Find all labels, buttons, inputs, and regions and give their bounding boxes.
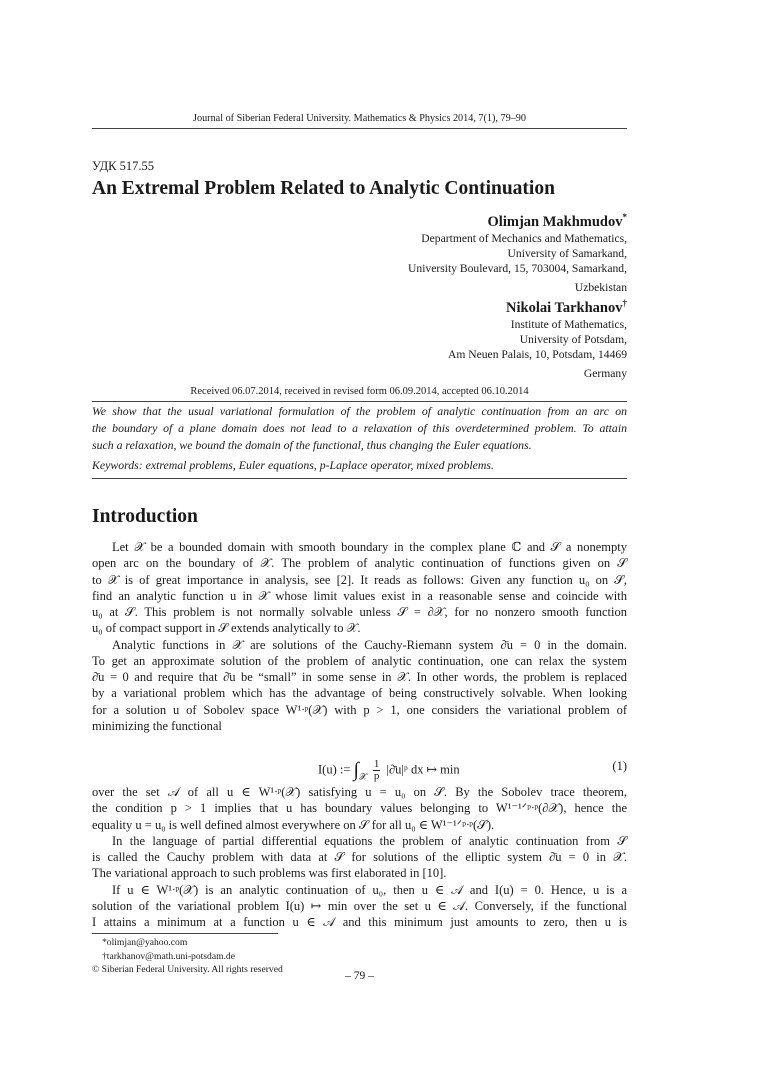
equation-body <box>318 759 460 782</box>
text-line: u₀ at 𝒮. This problem is not normally solvable unless 𝒮 = ∂𝒳, for no nonzero smooth function <box>92 605 627 619</box>
text-line: The variational approach to such problems was first elaborated in [10]. <box>92 866 447 881</box>
text-line: by a variational problem which has the advantage of being constructively solvable. When looking <box>92 686 627 701</box>
text-line: Let 𝒳 be a bounded domain with smooth boundary in the complex plane ℂ and 𝒮 a nonempty <box>112 540 627 554</box>
body-text-2 <box>92 784 627 930</box>
footnote-email-1: *olimjan@yahoo.com <box>102 937 188 948</box>
body-text-1 <box>92 539 627 734</box>
page-number: – 79 – <box>345 970 374 982</box>
abstract-line: We show that the usual variational formulation of the problem of analytic continuation from an arc on <box>92 404 627 418</box>
text-line: open arc on the boundary of 𝒳. The problem of analytic continuation of functions given on 𝒮 <box>92 556 627 571</box>
text-line: I attains a minimum at a function u ∈ 𝒜 and this minimum just amounts to zero, then u is <box>92 915 627 929</box>
footnote-rule <box>92 933 278 934</box>
footnote-mark: * <box>622 212 627 222</box>
keywords: Keywords: extremal problems, Euler equations, p-Laplace operator, mixed problems. <box>92 458 494 472</box>
equation-rhs: |∂̄u|ᵖ dx ↦ min <box>386 762 460 777</box>
affiliation-line: Department of Mechanics and Mathematics, <box>421 231 627 245</box>
fraction <box>373 759 381 782</box>
abstract-line: such a relaxation, we bound the domain of the functional, thus changing the Euler equations. <box>92 438 532 452</box>
text-line: equality u = u₀ is well defined almost everywhere on 𝒮 for all u₀ ∈ W¹⁻¹ᐟᵖᐧᵖ(𝒮). <box>92 817 495 832</box>
denominator: p <box>373 770 380 782</box>
text-line: minimizing the functional <box>92 718 222 733</box>
affiliation-line: University of Potsdam, <box>519 332 627 346</box>
text-line: to 𝒳 is of great importance in analysis, see [2]. It reads as follows: Given any function u₀ on 𝒮, <box>92 572 627 587</box>
author-name-text: Olimjan Makhmudov <box>487 213 623 230</box>
affiliation-line: University of Samarkand, <box>507 246 627 260</box>
running-header: Journal of Siberian Federal University. Mathematics & Physics 2014, 7(1), 79–90 <box>193 113 526 124</box>
text-line: In the language of partial differential equations the problem of analytic continuation from 𝒮 <box>112 833 627 848</box>
text-line: find an analytic function u in 𝒳 whose limit values exist in a reasonable sense and coincide with <box>92 588 627 603</box>
text-line: the condition p > 1 implies that u has boundary values belonging to W¹⁻¹ᐟᵖᐧᵖ(∂𝒳), hence the <box>92 801 627 816</box>
integral-sign: ∫ <box>353 759 359 781</box>
text-line: ∂̄u = 0 and require that ∂̄u be “small” in some sense in 𝒳. In other words, the problem is replaced <box>92 670 627 684</box>
abstract <box>92 403 627 454</box>
author-block-1 <box>408 208 627 295</box>
abstract-line: the boundary of a plane domain does not lead to a relaxation of this overdetermined problem. To attain <box>92 421 627 435</box>
author-name <box>448 294 627 317</box>
equation-1 <box>92 757 627 781</box>
text-line: is called the Cauchy problem with data at 𝒮 for solutions of the elliptic system ∂̄u = 0 in 𝒳. <box>92 850 627 864</box>
integral-domain: 𝒳 <box>359 771 367 782</box>
affiliation-line: University Boulevard, 15, 703004, Samarkand, <box>408 261 627 275</box>
equation-lhs: I(u) := <box>318 762 351 777</box>
author-name-text: Nikolai Tarkhanov <box>506 299 623 316</box>
affiliation-line: Germany <box>583 366 627 380</box>
abstract-bottom-rule <box>92 478 627 479</box>
author-name <box>408 208 627 231</box>
text-line: Analytic functions in 𝒳 are solutions of the Cauchy-Riemann system ∂̄u = 0 in the domain. <box>112 637 627 652</box>
abstract-top-rule <box>92 401 627 402</box>
section-heading: Introduction <box>92 506 198 527</box>
text-line: u₀ of compact support in 𝒮 extends analytically to 𝒳. <box>92 621 361 636</box>
affiliation-line: Uzbekistan <box>574 280 627 294</box>
author-block-2 <box>448 294 627 381</box>
text-line: If u ∈ W¹ᐧᵖ(𝒳) is an analytic continuation of u₀, then u ∈ 𝒜 and I(u) = 0. Hence, u is a <box>112 882 627 897</box>
header-rule <box>92 128 627 129</box>
affiliation-line: Am Neuen Palais, 10, Potsdam, 14469 <box>447 347 627 361</box>
text-line: To get an approximate solution of the problem of analytic continuation, one can relax the system <box>92 653 627 668</box>
numerator: 1 <box>373 758 380 770</box>
received-dates: Received 06.07.2014, received in revised form 06.09.2014, accepted 06.10.2014 <box>190 386 529 397</box>
text-line: for a solution u of Sobolev space W¹ᐧᵖ(𝒳) with p > 1, one considers the variational problem of <box>92 702 627 717</box>
affiliation-line: Institute of Mathematics, <box>510 317 627 331</box>
footnote-email-2: †tarkhanov@math.uni-potsdam.de <box>102 950 235 962</box>
equation-number: (1) <box>612 759 627 773</box>
udk-code: УДК 517.55 <box>92 159 154 173</box>
footnote-mark: † <box>622 298 627 308</box>
text-line: solution of the variational problem I(u) ↦ min over the set u ∈ 𝒜. Conversely, if the functional <box>92 898 627 913</box>
paper-title: An Extremal Problem Related to Analytic Continuation <box>92 178 555 199</box>
copyright-notice: © Siberian Federal University. All rights reserved <box>92 964 283 975</box>
text-line: over the set 𝒜 of all u ∈ W¹ᐧᵖ(𝒳) satisfying u = u₀ on 𝒮. By the Sobolev trace theorem, <box>92 785 627 799</box>
